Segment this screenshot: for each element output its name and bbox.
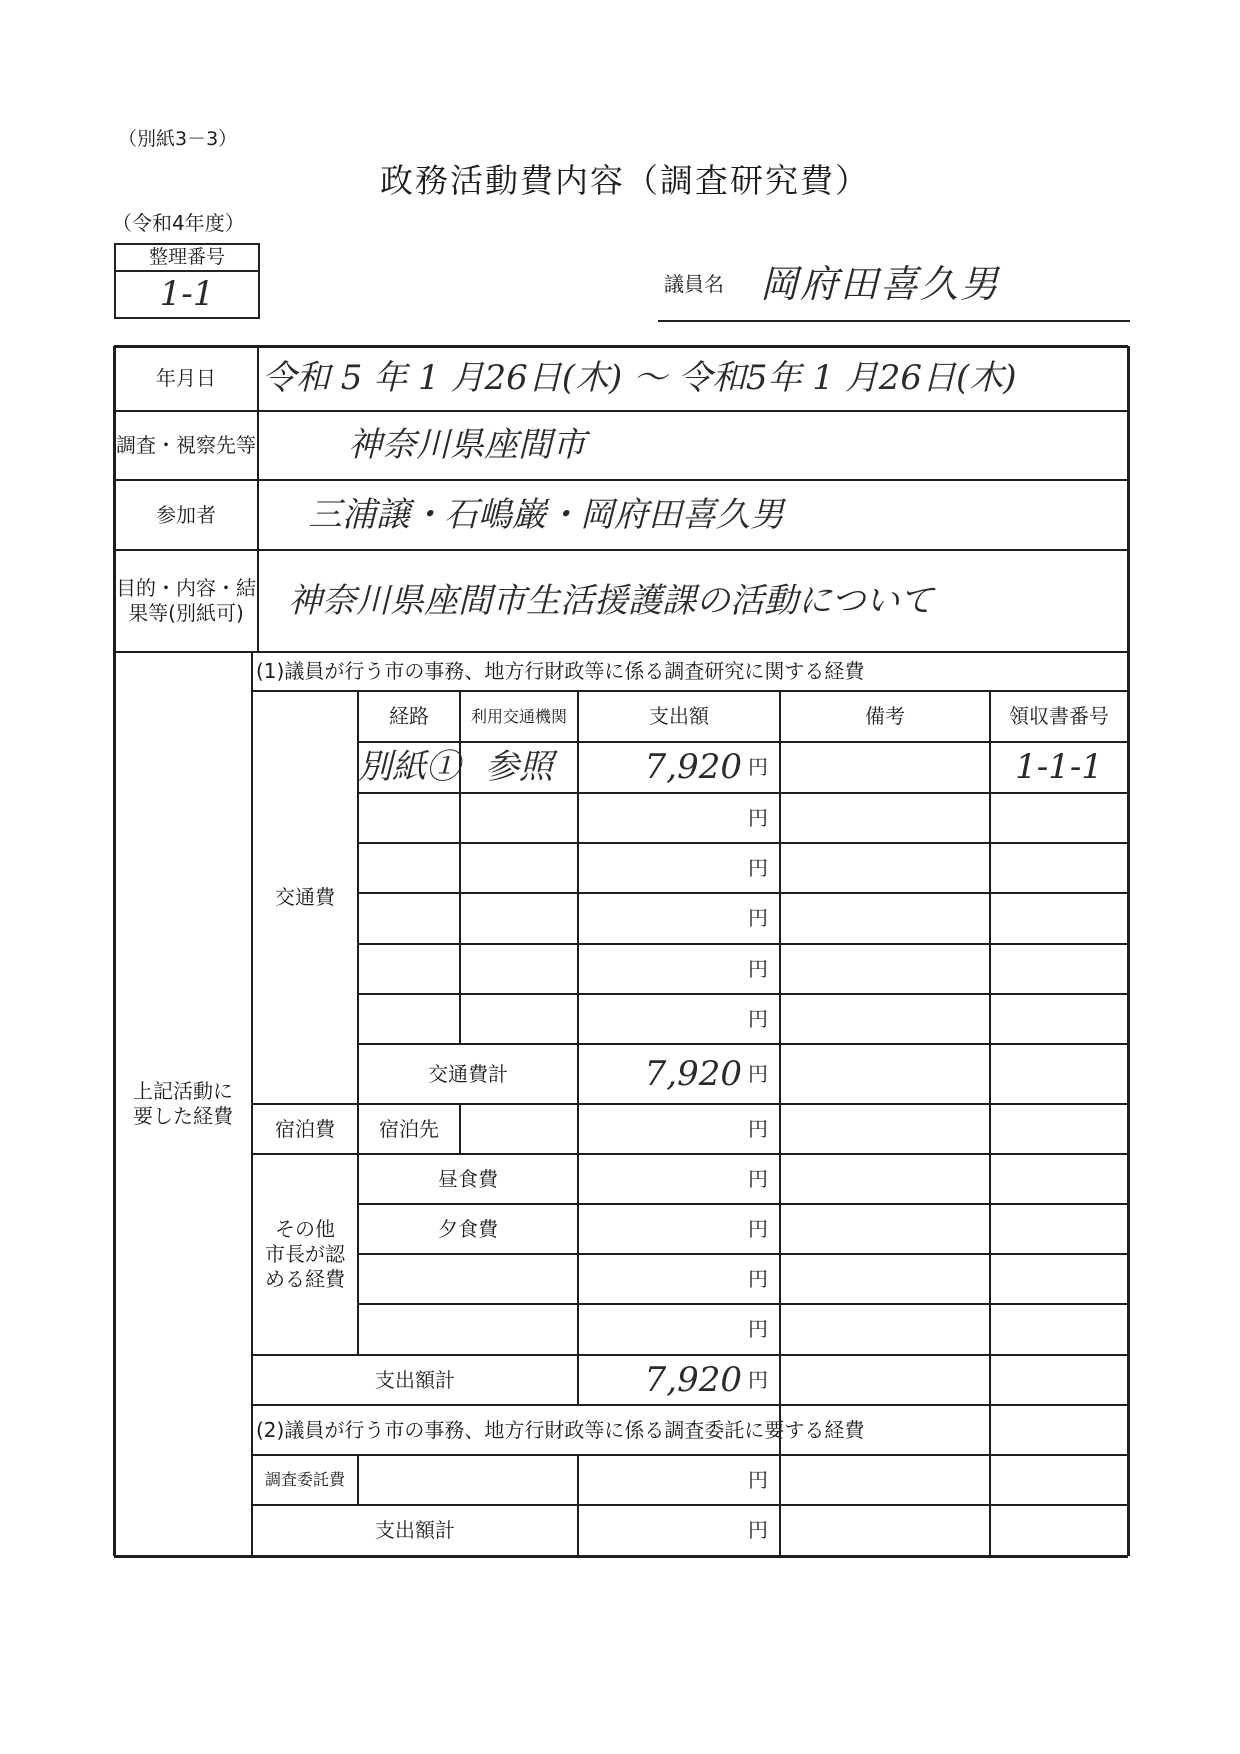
other-expense-label-line: める経費	[265, 1267, 345, 1291]
transport-amount-cell[interactable]	[578, 793, 780, 843]
transport-amount-cell[interactable]	[578, 843, 780, 893]
yen-unit: 円	[748, 1467, 768, 1492]
transport-receipt-cell[interactable]	[990, 843, 1128, 893]
other-amount-cell[interactable]	[578, 1254, 780, 1304]
section2-total-label: 支出額計	[375, 1518, 455, 1542]
yen-unit: 円	[748, 1116, 768, 1141]
section1-title: (1)議員が行う市の事務、地方行財政等に係る調査研究に関する経費	[256, 659, 865, 683]
yen-unit: 円	[748, 1266, 768, 1291]
transport-mode-cell[interactable]: 参照	[485, 747, 553, 788]
annex-number: （別紙3－3）	[118, 128, 238, 150]
commission-amount[interactable]	[578, 1455, 780, 1505]
other-receipt-cell[interactable]	[990, 1154, 1128, 1204]
lunch-label: 昼食費	[438, 1166, 498, 1191]
other-amount-cell[interactable]	[578, 1154, 780, 1204]
destination-value[interactable]: 神奈川県座間市	[348, 425, 586, 466]
lodging-place-value[interactable]	[460, 1104, 578, 1154]
yen-unit: 円	[748, 1006, 768, 1031]
yen-unit: 円	[748, 906, 768, 930]
transport-remarks-cell[interactable]	[780, 944, 990, 994]
transport-amount-cell[interactable]	[578, 742, 780, 793]
yen-unit: 円	[748, 1061, 768, 1086]
expense-total-amount[interactable]	[578, 1355, 780, 1405]
fiscal-year: （令和4年度）	[112, 211, 245, 235]
transport-route-cell[interactable]	[358, 893, 460, 944]
lodging-place-label: 宿泊先	[379, 1116, 439, 1141]
other-expense-label-line: 市長が認	[265, 1242, 345, 1266]
transport-route-cell[interactable]: 別紙①	[358, 747, 460, 788]
col-receipt-header: 領収書番号	[1009, 704, 1109, 728]
destination-label: 調査・視察先等	[116, 433, 256, 457]
other-receipt-cell[interactable]	[990, 1204, 1128, 1254]
transport-route-cell[interactable]	[358, 843, 460, 893]
other-remarks-cell[interactable]	[780, 1254, 990, 1304]
other-remarks-cell[interactable]	[780, 1304, 990, 1355]
date-value[interactable]: 令和 5 年 1 月26日(木) ～ 令和5年 1 月26日(木)	[262, 358, 1017, 399]
other-receipt-cell[interactable]	[990, 1254, 1128, 1304]
transport-mode-cell[interactable]	[460, 793, 578, 843]
col-amount-header: 支出額	[649, 704, 709, 728]
commission-detail[interactable]	[358, 1455, 578, 1505]
yen-unit: 円	[748, 805, 768, 830]
transport-receipt-cell[interactable]	[990, 994, 1128, 1044]
yen-unit: 円	[748, 956, 768, 981]
transport-total-amount[interactable]	[578, 1044, 780, 1104]
transport-total-label: 交通費計	[428, 1061, 508, 1086]
yen-unit: 円	[748, 1216, 768, 1241]
other-remarks-cell[interactable]	[780, 1154, 990, 1204]
other-item-label[interactable]	[358, 1304, 578, 1355]
transport-mode-cell[interactable]	[460, 994, 578, 1044]
col-remarks-header: 備考	[865, 704, 905, 728]
yen-unit: 円	[748, 1317, 768, 1341]
date-label: 年月日	[156, 366, 216, 390]
serial-number-value[interactable]: 1-1	[159, 274, 215, 314]
transport-receipt-cell[interactable]	[990, 944, 1128, 994]
other-amount-cell[interactable]	[578, 1204, 780, 1254]
expense-total-amount-value: 7,920	[644, 1359, 742, 1400]
transport-route-cell[interactable]	[358, 944, 460, 994]
lodging-label: 宿泊費	[275, 1116, 335, 1141]
transport-route-cell[interactable]	[358, 994, 460, 1044]
purpose-label-line: 目的・内容・結	[116, 576, 256, 600]
transport-total-amount-value: 7,920	[644, 1053, 742, 1094]
transport-remarks-cell[interactable]	[780, 994, 990, 1044]
page-title: 政務活動費内容（調査研究費）	[380, 161, 870, 200]
transport-route-cell[interactable]	[358, 793, 460, 843]
serial-number-box	[114, 243, 260, 319]
col-route-header: 経路	[389, 704, 429, 728]
transport-remarks-cell[interactable]	[780, 893, 990, 944]
transport-amount-cell[interactable]	[578, 893, 780, 944]
yen-unit: 円	[748, 755, 768, 779]
transport-remarks-cell[interactable]	[780, 843, 990, 893]
transport-label: 交通費	[275, 885, 335, 909]
transport-amount-cell[interactable]	[578, 994, 780, 1044]
transport-mode-cell[interactable]	[460, 944, 578, 994]
expense-section-label	[114, 652, 252, 1556]
transport-receipt-cell[interactable]: 1-1-1	[1015, 747, 1103, 788]
section2-title: (2)議員が行う市の事務、地方行財政等に係る調査委託に要する経費	[256, 1417, 865, 1442]
member-name-underline	[658, 320, 1130, 322]
transport-remarks-cell[interactable]	[780, 793, 990, 843]
transport-amount-cell[interactable]	[578, 944, 780, 994]
purpose-label	[114, 550, 258, 652]
purpose-label-line: 果等(別紙可)	[128, 601, 244, 625]
other-receipt-cell[interactable]	[990, 1304, 1128, 1355]
dinner-label: 夕食費	[438, 1216, 498, 1241]
transport-remarks-cell[interactable]	[780, 742, 990, 793]
other-remarks-cell[interactable]	[780, 1204, 990, 1254]
participants-label: 参加者	[156, 502, 216, 527]
transport-mode-cell[interactable]	[460, 843, 578, 893]
transport-receipt-cell[interactable]	[990, 793, 1128, 843]
other-expense-label-line: その他	[275, 1217, 335, 1241]
transport-mode-cell[interactable]	[460, 893, 578, 944]
other-amount-cell[interactable]	[578, 1304, 780, 1355]
member-name-value[interactable]: 岡府田喜久男	[760, 262, 1001, 306]
transport-amount-cell-value: 7,920	[644, 747, 742, 788]
expense-section-label-line: 上記活動に	[133, 1079, 233, 1103]
transport-receipt-cell[interactable]	[990, 893, 1128, 944]
commission-label: 調査委託費	[264, 1470, 345, 1489]
yen-unit: 円	[748, 855, 768, 880]
lodging-amount[interactable]	[578, 1104, 780, 1154]
expense-section-label-line: 要した経費	[133, 1104, 233, 1128]
section2-total-amount[interactable]	[578, 1505, 780, 1556]
yen-unit: 円	[748, 1367, 768, 1392]
other-expense-label	[252, 1154, 358, 1355]
participants-value[interactable]: 三浦譲・石嶋巌・岡府田喜久男	[308, 494, 784, 535]
expense-total-label: 支出額計	[375, 1367, 455, 1392]
member-name-label: 議員名	[664, 272, 724, 296]
serial-number-label: 整理番号	[116, 245, 258, 272]
purpose-value[interactable]: 神奈川県座間市生活援護課の活動について	[288, 580, 934, 621]
other-item-label[interactable]	[358, 1254, 578, 1304]
yen-unit: 円	[748, 1166, 768, 1191]
yen-unit: 円	[748, 1518, 768, 1542]
col-transport-header: 利用交通機関	[470, 706, 567, 726]
